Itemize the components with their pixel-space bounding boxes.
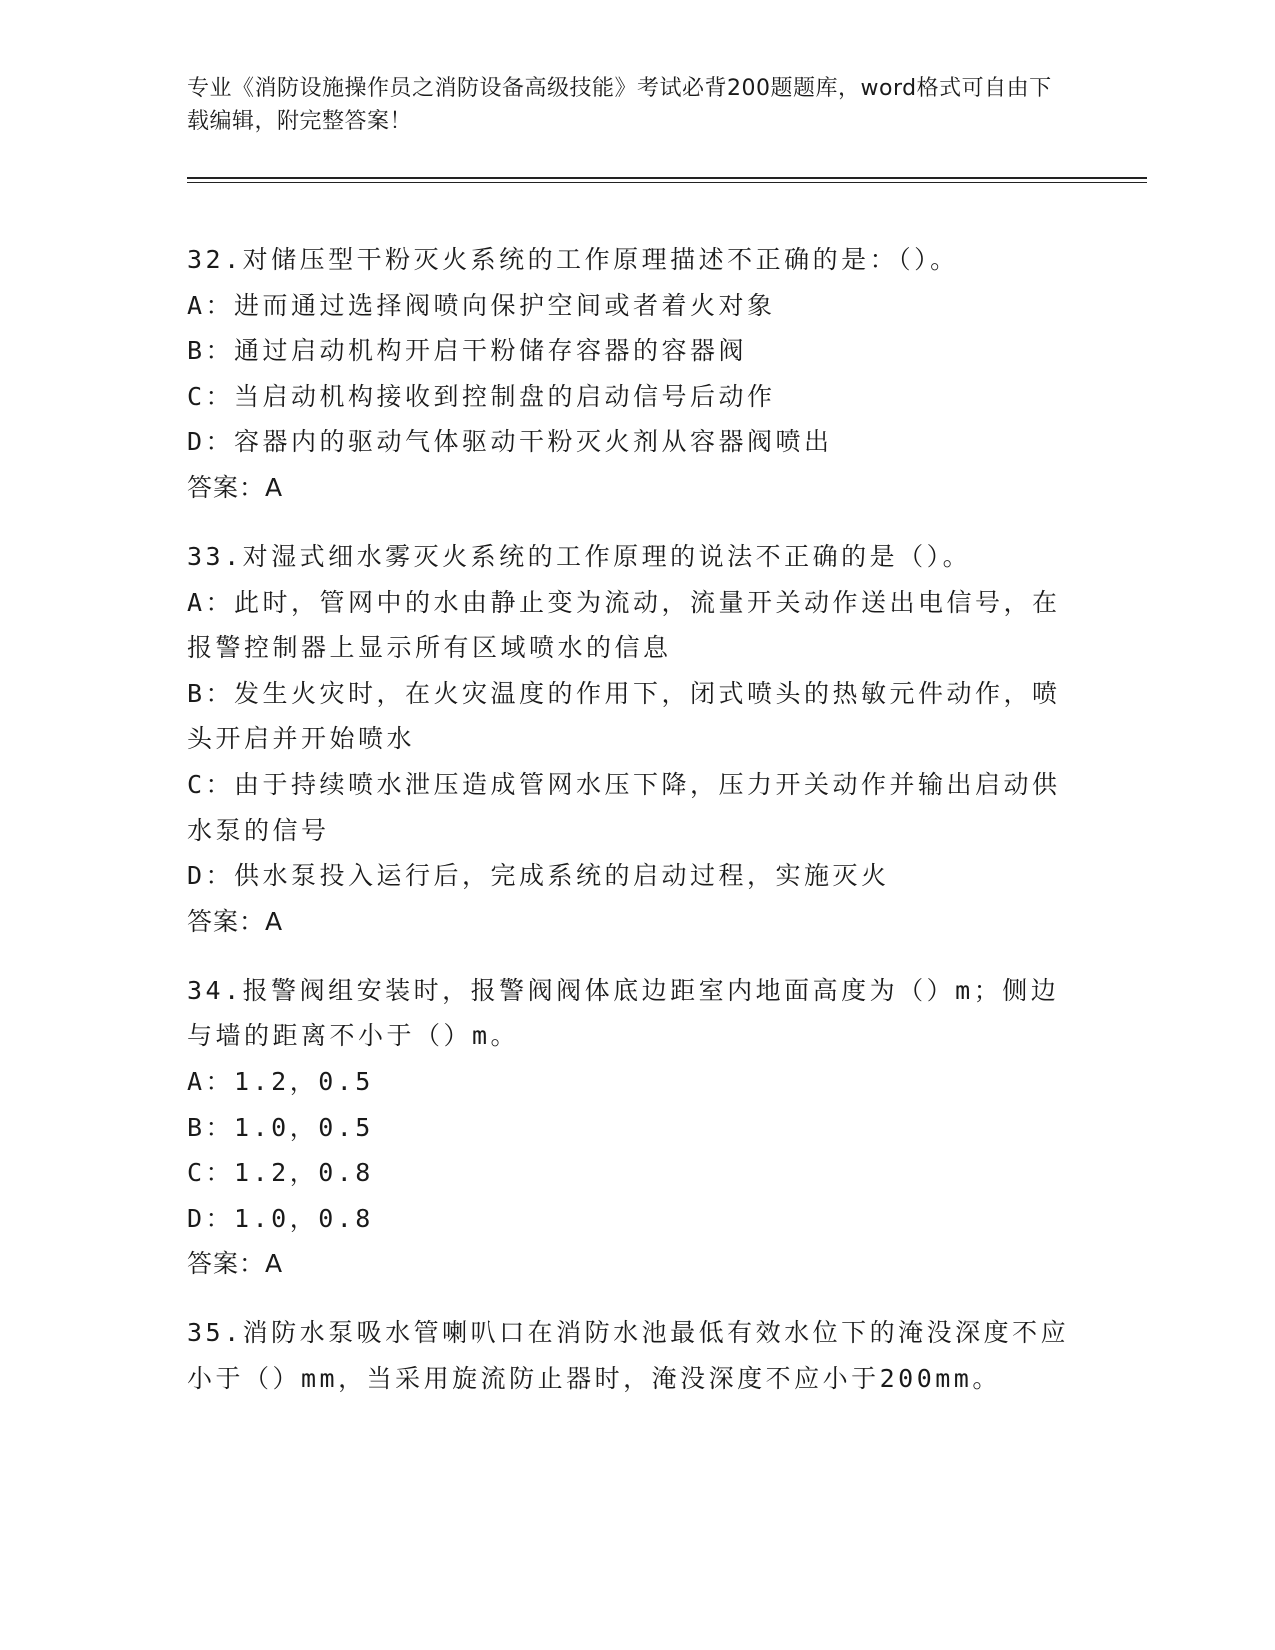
question-stem: 32.对储压型干粉灭火系统的工作原理描述不正确的是：（）。 [187,245,959,274]
option-d: D：容器内的驱动气体驱动干粉灭火剂从容器阀喷出 [187,427,833,457]
answer: 答案：A [187,1249,284,1279]
header-text: 专业《消防设施操作员之消防设备高级技能》考试必背200题题库，word格式可自由下载编辑，附完整答案！ [187,76,1052,134]
option-b: B：通过启动机构开启干粉储存容器的容器阀 [187,336,748,366]
answer: 答案：A [187,906,284,936]
question-stem: 33.对湿式细水雾灭火系统的工作原理的说法不正确的是（）。 [187,541,972,571]
option-b: B：发生火灾时，在火灾温度的作用下，闭式喷头的热敏元件动作，喷头开启并开始喷水 [187,678,1061,754]
header-divider-thin [187,182,1147,183]
option-c: C：1.2，0.8 [187,1158,374,1188]
question-list [187,237,1087,1425]
option-d: D：1.0，0.8 [187,1203,374,1233]
option-d: D：供水泵投入运行后，完成系统的启动过程，实施灭火 [187,861,890,891]
option-a: A：此时，管网中的水由静止变为流动，流量开关动作送出电信号，在报警控制器上显示所有区域喷水的信息 [187,587,1061,663]
option-b: B：1.0，0.5 [187,1112,374,1142]
question-33 [187,534,1087,944]
document-header [187,72,1067,138]
question-stem: 34.报警阀组安装时，报警阀阀体底边距室内地面高度为（）m；侧边与墙的距离不小于（）m。 [187,975,1060,1051]
header-divider [187,177,1147,179]
question-stem: 35.消防水泵吸水管喇叭口在消防水池最低有效水位下的淹没深度不应小于（）mm，当采用旋流防止器时，淹没深度不应小于200mm。 [187,1318,1070,1393]
option-a: A：1.2，0.5 [187,1066,374,1096]
option-c: C：由于持续喷水泄压造成管网水压下降，压力开关动作并输出启动供水泵的信号 [187,769,1061,845]
question-32 [187,237,1087,510]
option-a: A：进而通过选择阀喷向保护空间或者着火对象 [187,290,776,320]
answer: 答案：A [187,472,284,502]
question-34 [187,968,1087,1287]
question-35 [187,1310,1087,1401]
option-c: C：当启动机构接收到控制盘的启动信号后动作 [187,381,776,411]
